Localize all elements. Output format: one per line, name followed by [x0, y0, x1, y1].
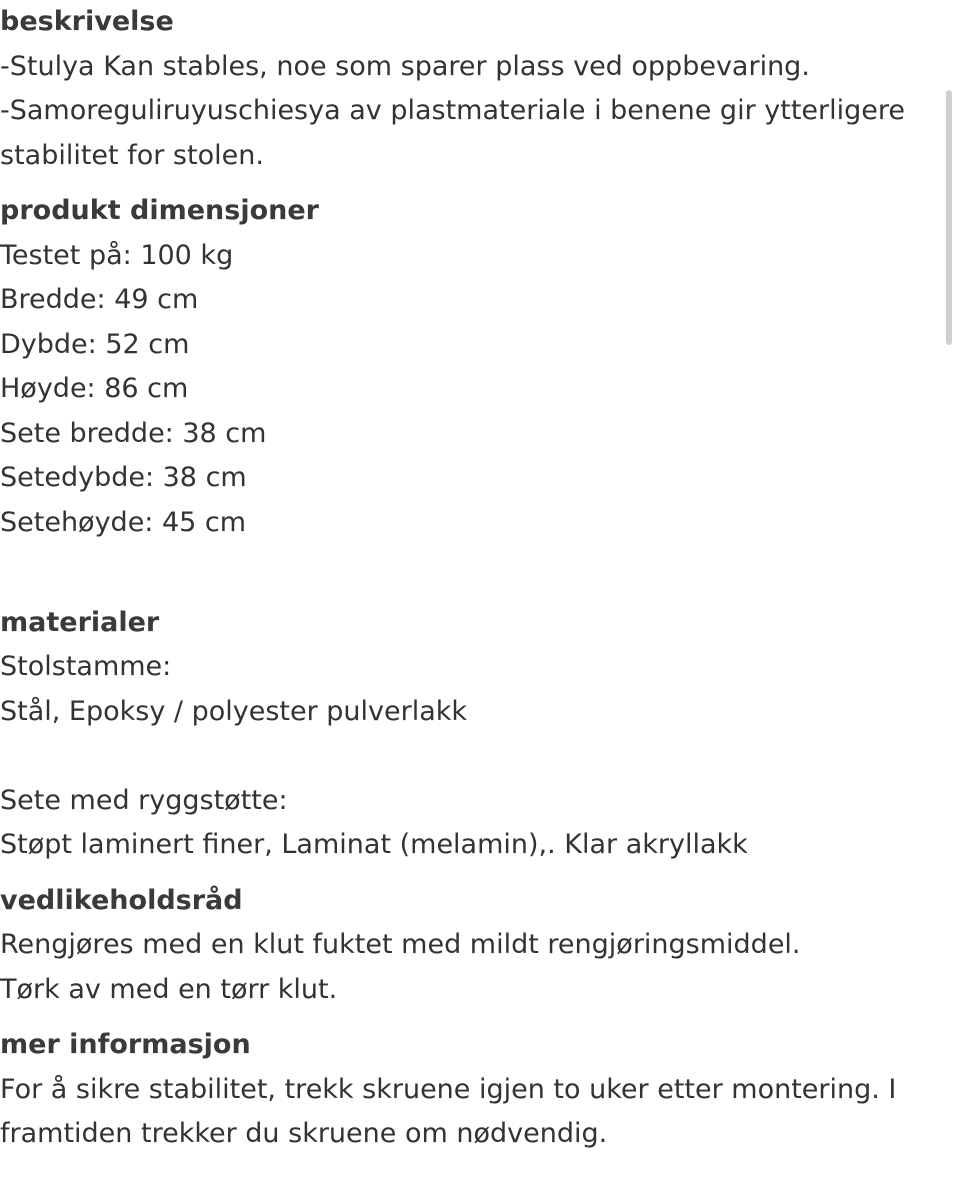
description-line: -Samoreguliruyuschiesya av plastmateriale i benene gir ytterligere [0, 95, 905, 126]
section-heading-more-info: mer informasjon [0, 1029, 251, 1060]
materials-line: Stål, Epoksy / polyester pulverlakk [0, 695, 468, 727]
section-heading-dimensions: produkt dimensjoner [0, 195, 319, 226]
spacer [0, 734, 960, 779]
materials-line: Stolstamme: [0, 651, 172, 682]
section-heading-materials: materialer [0, 606, 160, 638]
spacer [0, 545, 960, 590]
description-line: -Stulya Kan stables, noe som sparer plass ved oppbevaring. [0, 50, 810, 82]
section-heading-description: beskrivelse [0, 6, 174, 37]
materials-line: Sete med ryggstøtte: [0, 784, 288, 816]
dimension-height: Høyde: 86 cm [0, 373, 189, 404]
section-heading-care: vedlikeholdsråd [0, 884, 243, 916]
scrollbar-thumb[interactable] [946, 90, 952, 345]
care-line: Rengjøres med en klut fuktet med mildt rengjøringsmiddel. [0, 929, 801, 960]
dimension-depth: Dybde: 52 cm [0, 328, 190, 360]
materials-line: Støpt laminert finer, Laminat (melamin),. Klar akryllakk [0, 829, 748, 860]
dimension-seat-height: Setehøyde: 45 cm [0, 506, 247, 538]
more-info-line: For å sikre stabilitet, trekk skruene igjen to uker etter montering. I [0, 1073, 897, 1105]
description-line: stabilitet for stolen. [0, 139, 264, 171]
dimension-seat-width: Sete bredde: 38 cm [0, 417, 267, 449]
care-line: Tørk av med en tørr klut. [0, 973, 338, 1005]
dimension-tested-weight: Testet på: 100 kg [0, 239, 234, 271]
dimension-seat-depth: Setedybde: 38 cm [0, 462, 247, 493]
more-info-line: framtiden trekker du skruene om nødvendig. [0, 1118, 608, 1149]
dimension-width: Bredde: 49 cm [0, 284, 199, 315]
